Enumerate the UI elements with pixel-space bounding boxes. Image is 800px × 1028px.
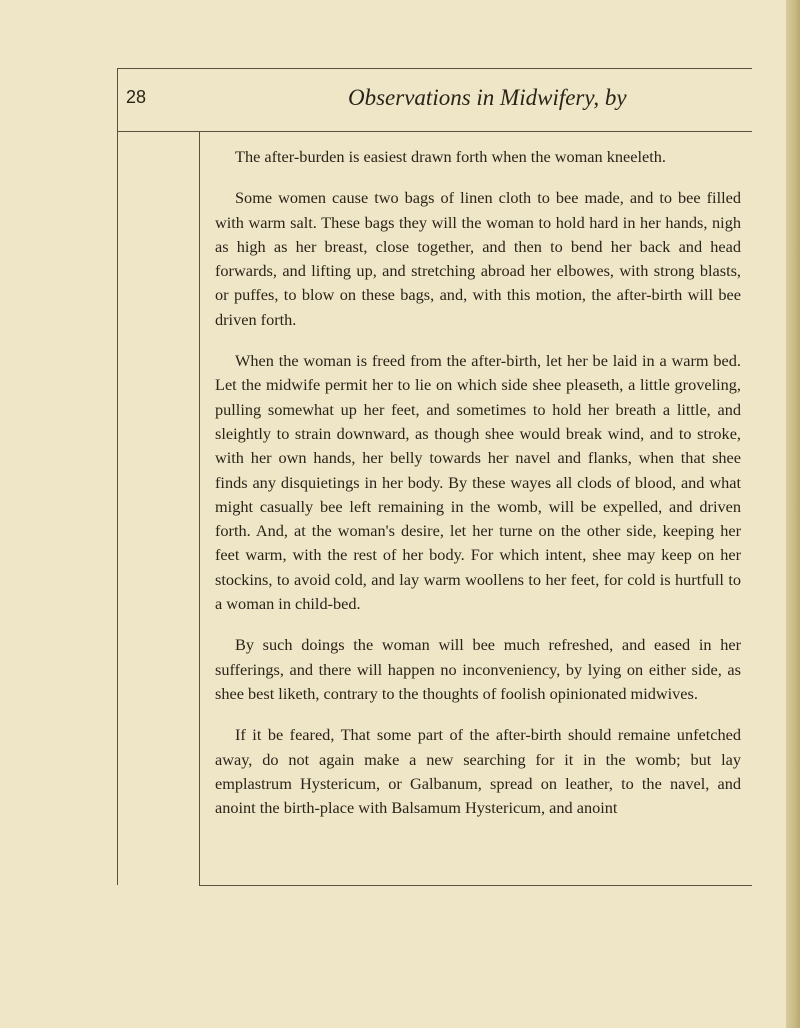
paragraph-1: The after-burden is easiest drawn forth when the woman kneeleth. <box>235 147 666 166</box>
text-body <box>215 145 741 837</box>
page-edge <box>786 0 800 1028</box>
paragraph-2: Some women cause two bags of linen cloth to bee made, and to bee filled with warm salt. These bags they will the woman to hold hard in her hands, nigh as high as her breast, close together, and then to bend her back and head forwards, and lifting up, and stretching abroad her elbowes, with strong blasts, or puffes, to blow on these bags, and, with this motion, the after-birth will bee driven forth. <box>215 188 741 329</box>
page-frame <box>117 68 752 885</box>
paragraph-4: By such doings the woman will bee much refreshed, and eased in her sufferings, and there will happen no inconveniency, by lying on either side, as shee best liketh, contrary to the thoughts of foolish opinionated midwives. <box>215 635 741 703</box>
running-title: Observations in Midwifery, by <box>348 85 627 110</box>
paragraph-5: If it be feared, That some part of the after-birth should remaine unfetched away, do not again make a new searching for it in the womb; but lay emplastrum Hystericum, or Galbanum, spread on leather, to the navel, and anoint the birth-place with Balsamum Hystericum, and anoint <box>215 725 741 818</box>
text-column <box>199 131 752 886</box>
page-number: 28 <box>126 87 147 107</box>
page-header <box>118 69 752 132</box>
paragraph-3: When the woman is freed from the after-birth, let her be laid in a warm bed. Let the midwife permit her to lie on which side shee pleaseth, a little groveling, pulling somewhat up her feet, and sometimes to hold her breath a little, and sleightly to strain downward, as though shee would break wind, and to stroke, with her own hands, her belly towards her navel and flanks, when that shee finds any disquietings in her body. By these wayes all clods of blood, and what might casually bee left remaining in the womb, will be expelled, and driven forth. And, at the woman's desire, let her turne on the other side, keeping her feet warm, with the rest of her body. For which intent, shee may keep on her stockins, to avoid cold, and lay warm woollens to her feet, for cold is hurtfull to a woman in child-bed. <box>215 351 741 614</box>
